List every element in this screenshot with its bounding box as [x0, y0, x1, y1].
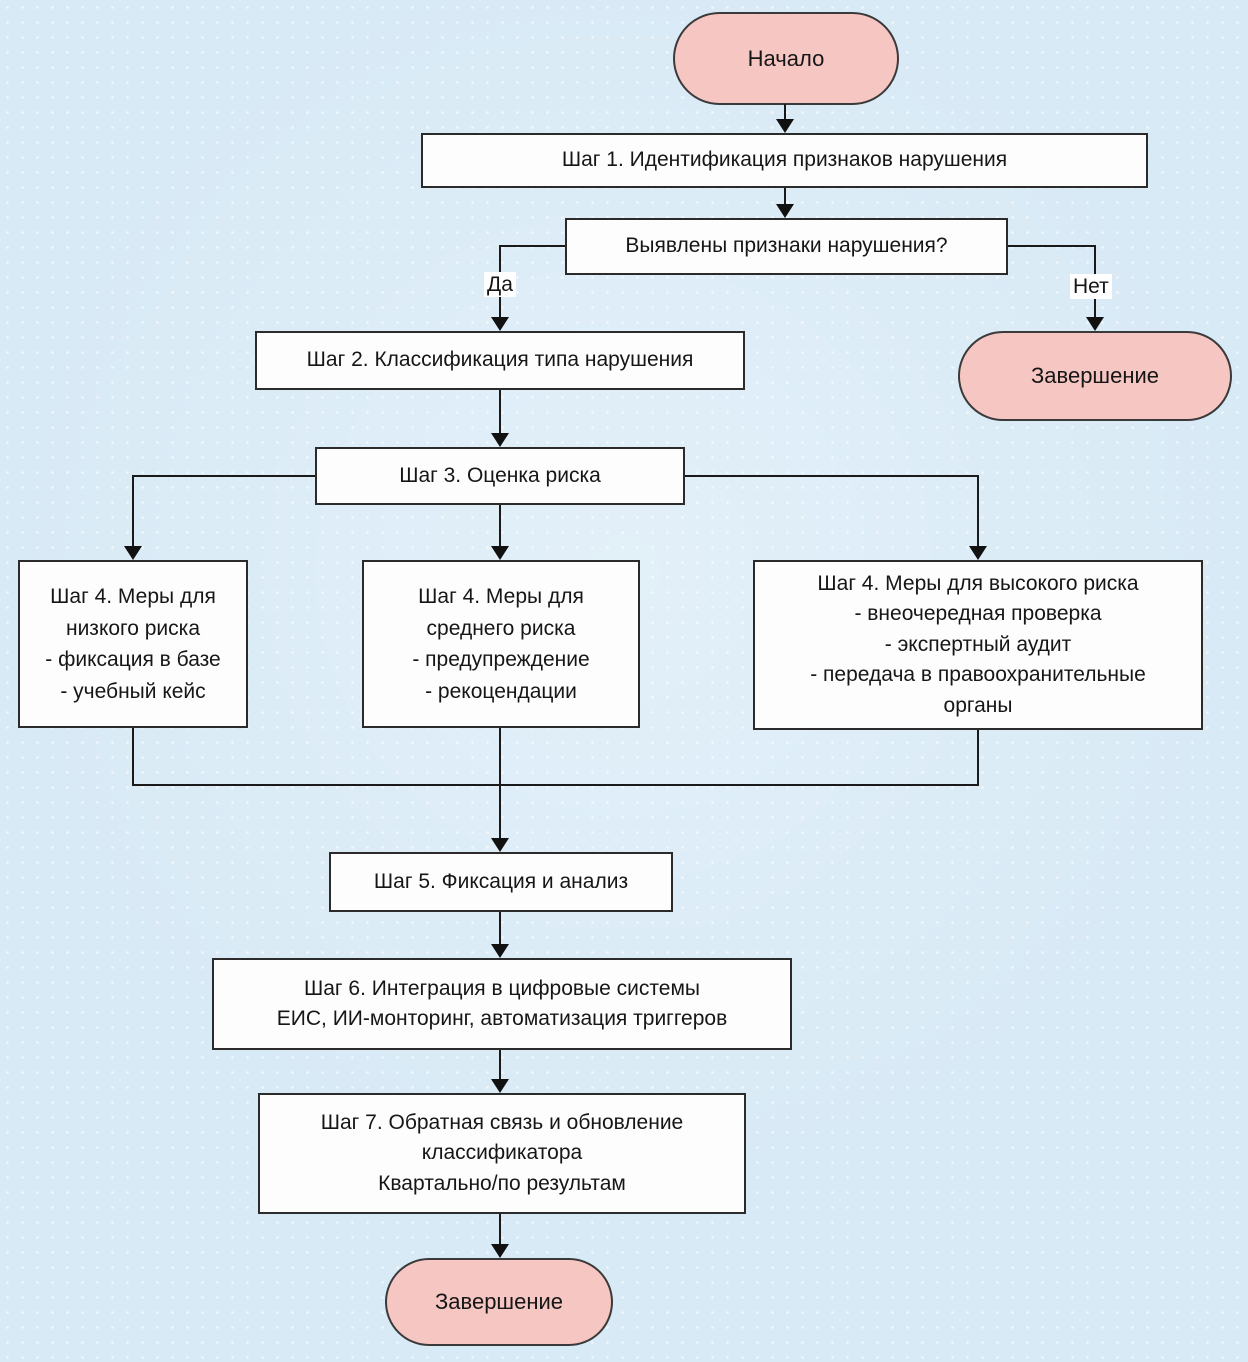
arrowhead-yes-step2	[491, 317, 509, 331]
connector-step3-low-h	[133, 475, 315, 477]
connector-decision-no-h	[1008, 245, 1096, 247]
arrowhead-converge-step5	[491, 838, 509, 852]
step7-line: Квартально/по результам	[378, 1171, 626, 1195]
step2-label: Шаг 2. Классификация типа нарушения	[306, 348, 694, 372]
step1-label: Шаг 1. Идентификация признаков нарушения	[561, 148, 1008, 172]
arrowhead-step5-step6	[491, 944, 509, 958]
step4-medium-line: среднего риска	[426, 616, 576, 640]
connector-step3-high-v	[977, 475, 979, 547]
connector-low-converge-v	[132, 728, 134, 786]
step7-box	[258, 1093, 746, 1214]
step4-low-line: Шаг 4. Меры для	[50, 585, 216, 608]
connector-step2-step3	[499, 390, 501, 434]
connector-mid-step5-v	[499, 728, 501, 839]
step4-medium-line: - рекоцендации	[425, 679, 577, 703]
connector-step3-mid-v	[499, 505, 501, 547]
step6-line: ЕИС, ИИ-монторинг, автоматизация триггеров	[276, 1007, 728, 1030]
arrowhead-step3-high	[969, 546, 987, 560]
arrowhead-step1-decision	[776, 204, 794, 218]
step7-line: классификатора	[421, 1141, 583, 1165]
arrowhead-step2-step3	[491, 433, 509, 447]
end-top-label: Завершение	[1031, 363, 1159, 388]
connector-step6-step7	[499, 1050, 501, 1080]
step6-line: Шаг 6. Интеграция в цифровые системы	[304, 976, 700, 1000]
step7-line: Шаг 7. Обратная связь и обновление	[320, 1110, 684, 1134]
step1-box	[421, 133, 1148, 188]
arrowhead-step3-mid	[491, 546, 509, 560]
decision-box	[565, 218, 1008, 275]
connector-decision-yes-h	[500, 245, 565, 247]
step5-label: Шаг 5. Фиксация и анализ	[373, 869, 629, 893]
end-bottom-label: Завершение	[435, 1289, 563, 1314]
step4-high-line: Шаг 4. Меры для высокого риска	[817, 571, 1139, 595]
no-label: Нет	[1070, 274, 1112, 299]
step6-box	[212, 958, 792, 1050]
decision-label: Выявлены признаки нарушения?	[625, 234, 948, 258]
start-terminator	[673, 12, 899, 105]
start-label: Начало	[747, 45, 825, 71]
step4-high-risk-box	[753, 560, 1203, 730]
step4-medium-line: - предупреждение	[412, 648, 590, 671]
connector-converge-h	[132, 784, 979, 786]
end-top-terminator	[958, 331, 1232, 421]
step2-box	[255, 331, 745, 390]
connector-high-converge-v	[977, 730, 979, 786]
step4-medium-line: Шаг 4. Меры для	[418, 585, 584, 608]
step5-box	[329, 852, 673, 912]
arrowhead-no-end	[1086, 317, 1104, 331]
step4-high-line: органы	[943, 693, 1013, 717]
arrowhead-start-step1	[776, 119, 794, 133]
step4-low-line: низкого риска	[65, 616, 200, 640]
step4-low-line: - учебный кейс	[60, 679, 206, 703]
step4-high-line: - передача в правоохранительные	[810, 663, 1146, 687]
step4-high-line: - внеочередная проверка	[854, 602, 1102, 626]
arrowhead-step7-end	[491, 1244, 509, 1258]
step3-label: Шаг 3. Оценка риска	[399, 463, 601, 487]
connector-step7-end	[499, 1214, 501, 1245]
yes-label: Да	[484, 272, 516, 297]
connector-step5-step6	[499, 912, 501, 945]
end-bottom-terminator	[385, 1258, 613, 1346]
step4-high-line: - экспертный аудит	[884, 632, 1072, 656]
step4-low-line: - фиксация в базе	[45, 648, 221, 671]
step3-box	[315, 447, 685, 505]
step4-low-risk-box	[18, 560, 248, 728]
arrowhead-step3-low	[124, 546, 142, 560]
connector-step3-high-h	[685, 475, 979, 477]
arrowhead-step6-step7	[491, 1079, 509, 1093]
step4-medium-risk-box	[362, 560, 640, 728]
connector-step3-low-v	[132, 475, 134, 547]
